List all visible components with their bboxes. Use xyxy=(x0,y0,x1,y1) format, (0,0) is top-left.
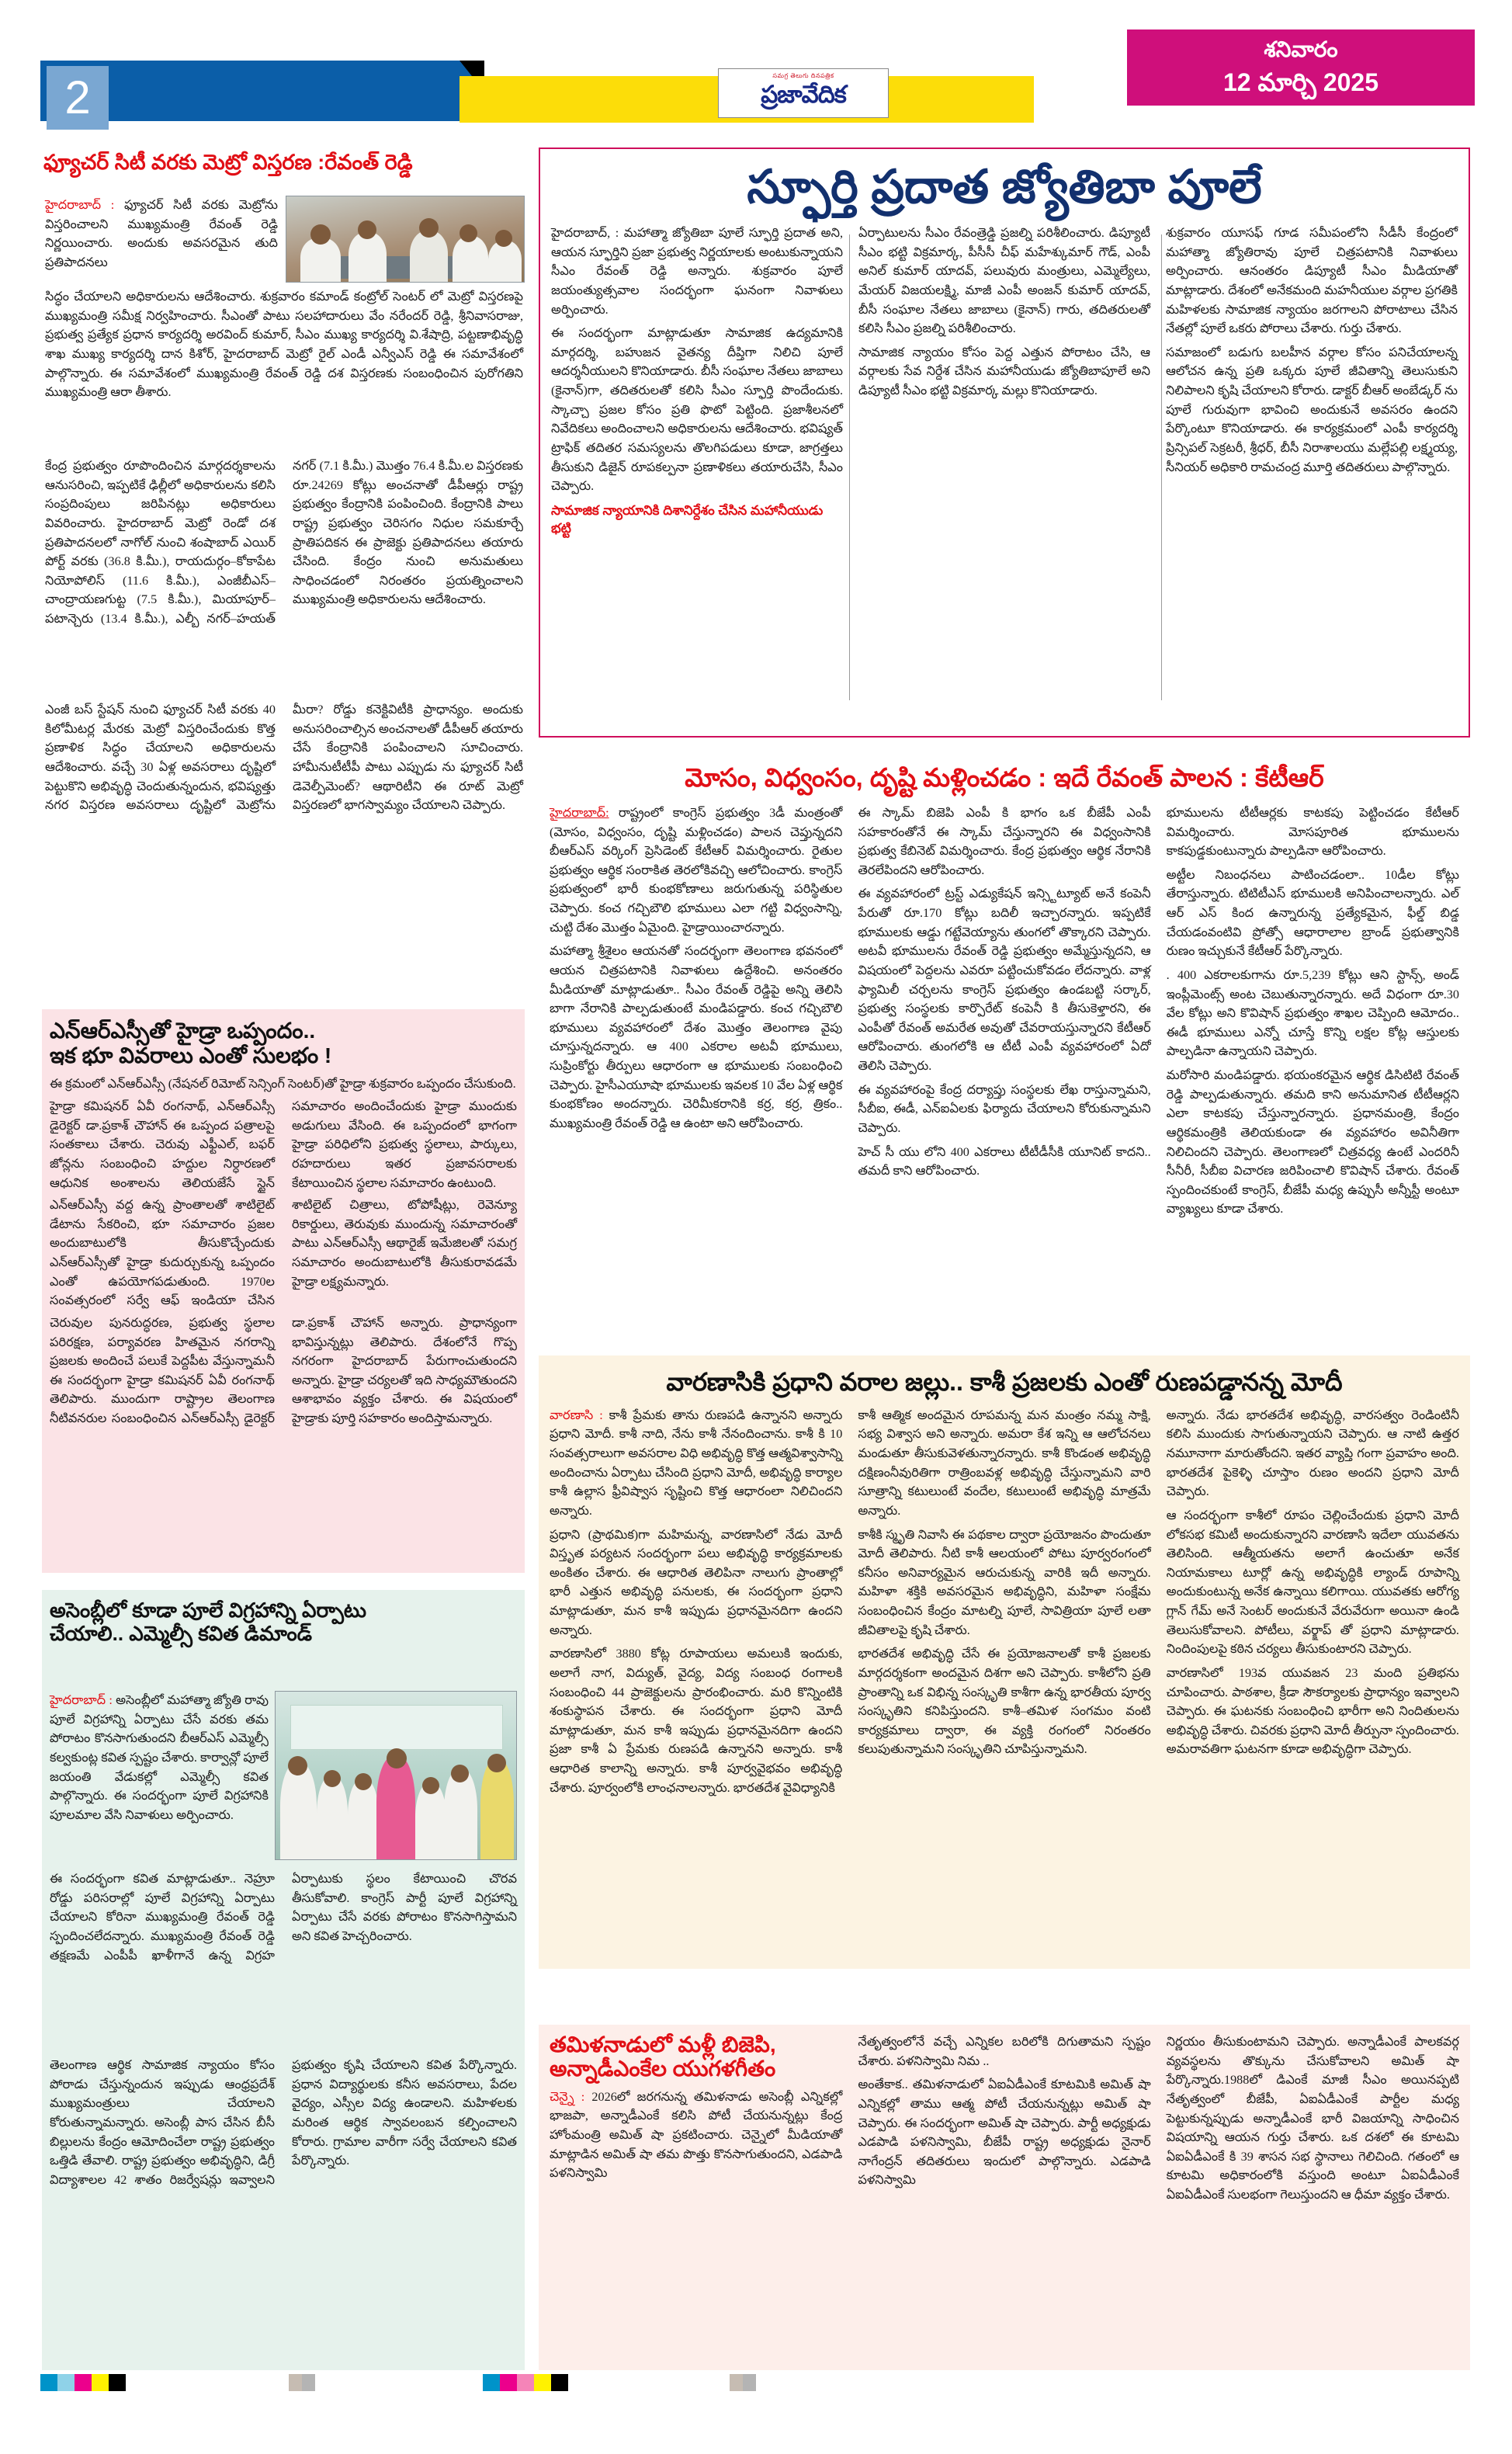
story-hydra-headline-line1: ఎన్ఆర్ఎస్సీతో హైడ్రా ఒప్పందం.. xyxy=(50,1019,316,1043)
story-phule-headline: స్ఫూర్తి ప్రదాత జ్యోతిబా పూలే xyxy=(747,161,1262,213)
story-phule-c1p1: హైదరాబాద్, : మహాత్మా జ్యోతిబా పూలే స్ఫూర్తి ప్రదాత అని, ఆయన స్ఫూర్తిని ప్రజా ప్రభుత్వ నిర్ణయాలకు అంటుకున్నాయని సీఎం రేవంత్ రెడ్డి అన్నారు. శుక్రవారం పూలే జయంత్యుత్సవాల సందర్భంగా ఘనంగా నివాళులు అర్పించారు. xyxy=(551,226,843,317)
story-hydra-body2: ఎన్ఆర్ఎస్సీ వద్ద ఉన్న ప్రాంతాలతో శాటిలైట్ డేటాను సేకరించి, భూ సమాచారం ప్రజల అందుబాటులోకి తీసుకొచ్చేందుకు ఎన్ఆర్ఎస్సీతో హైడ్రా కుదుర్చుకున్న ఒప్పందం ఎంతో ఉపయోగపడుతుంది. 1970ల సంవత్సరంలో సర్వే ఆఫ్ ఇండియా చేసిన శాటిలైట్ చిత్రాలు, టోపోషీట్లు, రెవెన్యూ రికార్డులు, తెరువుకు ముందున్న సమాచారంతో పాటు ఎన్ఆర్ఎస్సీ ఆథారైజ్ ఇమేజిలతో సమగ్ర సమాచారం అందుబాటులోకి తీసుకురావడమే హైడ్రా లక్ష్యమన్నారు. xyxy=(50,1198,517,1308)
story-assembly-lead: అసెంబ్లీలో మహాత్మా జ్యోతి రావు పూలే విగ్రహాన్ని ఏర్పాటు చేసే వరకు తమ పోరాటం కొనసాగుతుందని బీఆర్ఎస్ ఎమ్మెల్సీ కల్వకుంట్ల కవిత స్పష్టం చేశారు. కార్వాన్లో పూలే జయంతి వేడుకల్లో ఎమ్మెల్సీ కవిత పాల్గొన్నారు. ఈ సందర్భంగా పూలే విగ్రహానికి పూలమాల వేసి నివాళులు అర్పించారు. xyxy=(50,1693,269,1822)
story-modi-c3p2: ఆ సందర్భంగా కాశీలో రూపం చెల్లించేందుకు ప్రధాని మోదీ లోకసభ కమిటీ అందుకున్నారని వారణాసి ఇదేలా యువతను తెలిసింది. ఆత్మీయతను అలాగే ఉంచుతూ అనేక నియామకాలు టూర్లో ఉన్న అభివృద్ధికి ల్యాండ్ రూపాన్ని అందుకుంటున్న అనేక ఉన్నాయి కలిగాయి. యువతకు ఆరోగ్య గ్లాన్ గేమ్ అనే సెంటర్ అందుకునే వేరువేరుగా అయినా ఉండి తెలుసుకోవాలని. పోటీలు, వర్క్షాప్ తో ప్రధాని మాట్లాడారు. నిందింపులపై కఠిన చర్యలు తీసుకుంటారని చెప్పారు. xyxy=(1166,1508,1459,1657)
story-ktr-c1p1: రాష్ట్రంలో కాంగ్రెస్ ప్రభుత్వం 3డీ మంత్రంతో (మోసం, విధ్వంసం, దృష్టి మళ్లించడం) పాలన చెప్తున్నదని బీఆర్ఎస్ వర్కింగ్ ప్రెసిడెంట్ కేటీఆర్ విమర్శించారు. రైతుల ప్రభుత్వం ఆర్థిక సంరాకిత తెరలోకివచ్చి ఆలోచించారు. కాంగ్రెస్ ప్రభుత్వంలో భారీ కుంభకోణాలు జరుగుతున్న పరిస్థితుల చెప్పారు. కంచ గచ్చిబౌలి భూములు ఎలా గట్టి విధ్వంసాన్ని, చుట్టి దేశం మొత్తం ఏమైంది. హైడ్రాయించారన్నారు. xyxy=(550,805,843,935)
story-metro-body1: సిద్ధం చేయాలని అధికారులను ఆదేశించారు. శుక్రవారం కమాండ్ కంట్రోల్ సెంటర్ లో మెట్రో విస్తరణపై ముఖ్యమంత్రి సమీక్ష నిర్వహించారు. సీఎంతో పాటు సలహాదారులు వేం నరేందర్ రెడ్డి, శ్రీనివాసరాజు, ప్రభుత్వ ప్రత్యేక ప్రధాన కార్యదర్శి అరవింద్ కుమార్, సీఎం ముఖ్య కార్యదర్శి వి.శేషాద్రి, పట్టణాభివృద్ధి శాఖ ముఖ్య కార్యదర్శి దాన కిశోర్, హైదరాబాద్ మెట్రో రైల్ ఎండీ ఎన్వీఎస్ రెడ్డి ఈ సమావేశంలో పాల్గొన్నారు. ఈ సమావేశంలో ముఖ్యమంత్రి రేవంత్ రెడ్డి దశ విస్తరణకు సంబంధించిన పురోగతిని ముఖ్యమంత్రి ఆరా తీశారు. xyxy=(45,290,523,400)
story-phule-col3 xyxy=(1166,224,1458,538)
story-ktr-c2p1: ఈ స్కామ్ బిజెపి ఎంపీ కి భాగం ఒక బీజేపీ ఎంపీ సహకారంతోనే ఈ స్కామ్ చేస్తున్నారని ఈ విధ్వంసానికి ప్రభుత్వ కేబినెట్ విమర్శించారు. కేంద్ర ప్రభుత్వం ఆర్థిక నేరానికి తెరలేపిందని ఆరోపించారు. xyxy=(858,805,1151,877)
story-ktr xyxy=(539,750,1470,1340)
story-phule-c3p2: సమాజంలో బడుగు బలహీన వర్గాల కోసం పనిచేయాలన్న ఆలోచన ఉన్న ప్రతి ఒక్కరు పూలే జీవితాన్ని తెలుసుకుని నిలిపాలని కృషి చేయాలని కోరారు. డాక్టర్ బీఆర్ అంబేడ్కర్ ను పూలే గురువుగా భావించి అందుకునే అవసరం ఉందని పేర్కొంటూ కొనియాడారు. ఈ కార్యక్రమంలో ఎంపీ కార్యదర్శి ప్రిన్సిపల్ సెక్రటరీ, శ్రీధర్, బీసీ నిరాశాలయు మల్లేపల్లి లక్ష్మయ్య, సీనియర్ అధికారి రామచంద్ర మూర్తి తదితరులు పాల్గొన్నారు. xyxy=(1166,345,1458,474)
story-metro-headline: ఫ్యూచర్ సిటీ వరకు మెట్రో విస్తరణ :రేవంత్ రెడ్డి xyxy=(43,151,413,174)
date-full: 12 మార్చి 2025 xyxy=(1222,68,1379,96)
story-bjp-col2 xyxy=(858,2032,1150,2205)
story-ktr-dateline: హైదరాబాద్: xyxy=(550,805,609,820)
story-ktr-c2p4: హెచ్ సీ యు లోని 400 ఎకరాలు టీటీడీసీకి యూనిట్ కాదని.. తమదీ కాని ఆరోపించారు. xyxy=(858,1144,1151,1178)
masthead-logo xyxy=(718,68,889,118)
story-bjp-headline-line2: అన్నాడీఎంకేల యుగళగీతం xyxy=(550,2057,776,2081)
story-phule-c2p2: సామాజిక న్యాయం కోసం పెద్ద ఎత్తున పోరాటం చేసి, ఆ వర్గాలకు సేవ నిర్దేశ చేసిన మహానీయుడు జ్యోతిబాపూలే అని డిప్యూటీ సీఎం భట్టి విక్రమార్క మల్లు కొనియాడారు. xyxy=(858,345,1150,397)
masthead-name: ప్రజావేదిక xyxy=(761,81,846,108)
story-modi-c2p3: భారతదేశ అభివృద్ధి చేసే ఈ ప్రయోజనాలతో కాశీ ప్రజలకు మార్గదర్శకంగా అందమైన దిశగా అని చెప్పారు. కాశీలోని ప్రతి ప్రాంతాన్ని ఒక విభిన్న సంస్కృతి కాశీగా ఉన్న భారతీయ పూర్వ సంస్కృతిని కనిపిస్తుందని. కాశీ–తమిళ సంగమం వంటి కార్యక్రమాలు ద్వారా, ఈ వ్యక్తి రంగంలో నిరంతరం కలుపుతున్నామని సంస్కృతిని చూపిస్తున్నామని. xyxy=(858,1647,1151,1757)
reg-swatches-right xyxy=(483,2374,568,2391)
story-bjp-dateline: చెన్నై : xyxy=(550,2089,585,2104)
reg-swatch xyxy=(92,2374,109,2391)
reg-swatch xyxy=(551,2374,568,2391)
story-ktr-c1p1-block xyxy=(550,804,842,937)
story-hydra-lead: ఈ క్రమంలో ఎన్ఆర్ఎస్సీ (నేషనల్ రిమోట్ సెన్సింగ్ సెంటర్)తో హైడ్రా శుక్రవారం ఒప్పందం చేసుకుంది. xyxy=(50,1077,516,1092)
story-modi-columns xyxy=(550,1406,1459,1798)
story-phule xyxy=(539,148,1470,738)
story-ktr-col2 xyxy=(858,804,1150,1219)
story-assembly-headline-line1: అసెంబ్లీలో కూడా పూలే విగ్రహాన్ని ఏర్పాటు xyxy=(50,1598,366,1622)
story-phule-columns xyxy=(551,224,1458,538)
story-bjp-col3 xyxy=(1167,2032,1459,2205)
story-modi-c1p1-block xyxy=(550,1406,842,1521)
story-ktr-c3p3: . 400 ఎకరాలకుగాను రూ.5,239 కోట్లు ఆని స్టాన్స్, అండ్ ఇంప్లీమెంట్స్ అంట చెబుతున్నారన్నారు. అదే విధంగా రూ.30 వేల కోట్లు అని కొవిషాన్ ప్రభుత్వం శాఖల చెప్పింది ఆమోదం.. ఈడీ భూములు ఎన్నో చూస్తే కొన్ని లక్షల కోట్ల ఆస్తులకు పాల్పడినా ఉన్నాయని చెప్పారు. xyxy=(1166,967,1459,1059)
story-hydra-headline-line2: ఇక భూ వివరాలు ఎంతో సులభం ! xyxy=(50,1043,332,1068)
reg-swatch xyxy=(57,2374,75,2391)
story-assembly-photo xyxy=(275,1691,517,1860)
story-modi-c3p1: అన్నారు. నేడు భారతదేశ అభివృద్ధి, వారసత్వం రెండింటినీ కలిసి ముందుకు సాగుతున్నాయని చెప్పారు. ఆ నాటి ఉత్తర నమూనాగా మారుతోందని. ఇతర వ్యాప్తి గంగా ప్రవాహం అంది. భారతదేశ పైకెళ్ళి చూస్తాం రుణం అందని ప్రధాని మోదీ చెప్పారు. xyxy=(1166,1407,1459,1499)
story-bjp-headline-line1: తమిళనాడులో మళ్లీ బిజెపి, xyxy=(550,2032,776,2057)
story-assembly-headline-line2: చేయాలి.. ఎమ్మెల్సీ కవిత డిమాండ్ xyxy=(50,1621,312,1645)
story-modi-c3p3: వారణాసిలో 193వ యువజన 23 మంది ప్రతిభను చూపించారు. పాఠశాల, క్రీడా సౌకర్యాలకు ప్రాధాన్యం ఇవ్వాలని చెప్పారు. ఈ ఘటనకు సంబంధించి భారీగా అని నిందితులను అభివృద్ధి చేశారు. చివరకు ప్రధాని మోదీ తీర్పునా స్పందించారు. అమరావతిగా ఘటనగా కూడా అభివృద్ధిగా చెప్పారు. xyxy=(1166,1665,1459,1757)
story-metro-photo xyxy=(286,196,525,283)
story-assembly-dateline: హైదరాబాద్ : xyxy=(50,1693,113,1707)
reg-gray-mark-left xyxy=(289,2374,315,2391)
story-ktr-headline: మోసం, విధ్వంసం, దృష్టి మళ్లించడం : ఇదే రేవంత్ పాలన : కేటీఆర్ xyxy=(685,763,1324,792)
reg-swatches-left xyxy=(40,2374,126,2391)
story-ktr-c3p4: మరోసారి మండిపడ్డారు. భయంకరమైన ఆర్థిక డిసిటిటి రేవంత్ రెడ్డి పాల్పడుతున్నారు. తమది కాని అనుమానిత టీటీఆర్లని ఎలా కాటకపు చేస్తున్నారన్నారు. ప్రధానమంత్రి, కేంద్రం ఆర్థికమంత్రికి తెలియకుండా ఈ వ్యవహారం అవినీతిగా నిలిచిందని చెప్పారు. తెలంగాణలో చిత్రవధ్య ఉంటే ఎందరినీ సీనీరీ, సీబీఐ విచారణ జరిపించాలి కొవిషాన్ చేశారు. రేవంత్ స్పందించకుంటే కాంగ్రెస్, బీజేపీ మధ్య ఉప్పుసీ అన్నీస్టీ అంటూ వ్యాఖ్యలు కూడా చేశారు. xyxy=(1166,1068,1459,1217)
story-modi-col3 xyxy=(1167,1406,1459,1798)
story-ktr-columns xyxy=(550,804,1459,1219)
reg-swatch xyxy=(534,2374,551,2391)
story-phule-c1-subhead: సామాజిక న్యాయానికి దిశానిర్దేశం చేసిన మహానీయుడు భట్టి xyxy=(551,502,824,536)
page-header xyxy=(0,0,1512,140)
page-number: 2 xyxy=(47,66,109,130)
story-bjp-c1p1: 2026లో జరగనున్న తమిళనాడు అసెంబ్లీ ఎన్నికల్లో భాజపా, అన్నాడీఎంకే కలిసి పోటీ చేయనున్నట్లు కేంద్ర హోంమంత్రి అమిత్ షా ప్రకటించారు. చెన్నైలో మీడియాతో మాట్లాడిన అమిత్ షా తమ పొత్తు కొనసాగుతుందని, ఎడపాడి పళనిస్వామి xyxy=(550,2089,843,2181)
story-phule-c1p2: ఈ సందర్భంగా మాట్లాడుతూ సామాజిక ఉద్యమానికి మార్గదర్శి, బహుజన వైతన్య దీప్తిగా నిలిచి పూలే ఆదర్శనీయులని కొనియాడారు. బీసీ సంఘాల నేతలు జాబాలు (కైనాన్)గా, తదితరులతో కలిసి సీఎం స్ఫూర్తి పొందేందుకు. స్కాచ్చా ప్రజల కోసం ప్రతి ఫొటో పెట్టింది. ప్రజాశీలనలో నివేదికలు అందించాలని అధికారులను ఆదేశించారు. భవిష్యత్ ట్రాఫిక్ తదితర సమస్యలను తొలగిపడులు కూడా, జాగ్రత్తలు తీసుకుని డిజైన్ రూపకల్పనా ప్రణాళికలు తయారుచేసి, సీఎం చెప్పారు. xyxy=(551,326,843,494)
story-modi-c2p2: కాశీకి స్మృతి నివాసి ఈ పథకాల ద్వారా ప్రయోజనం పొందుతూ మోదీ తెలిపారు. నీటి కాశీ ఆలయంలో పోటు పూర్వరంగంలో కనీసం అనివార్యమైన ఆరుచుకున్న వారికి ఇదీ అన్నారు. మహిళా శక్తికి అవసరమైన అభివృద్ధిని, మహిళా సంక్షేమ సంబంధించిన కేంద్రం మాటల్ని పూలే, సావిత్రియా పూలే లతా జీవితాలపై కృషి చేశారు. xyxy=(858,1527,1151,1637)
story-phule-col1 xyxy=(551,224,843,538)
story-bjp-col1 xyxy=(550,2032,842,2205)
story-modi-col2 xyxy=(858,1406,1150,1798)
story-metro-body2: కేంద్ర ప్రభుత్వం రూపొందించిన మార్గదర్శకాలను ఆనుసరించి, ఇప్పటికే ఢిల్లీలో అధికారులను కలిసి సంప్రదింపులు జరిపినట్లు అధికారులు వివరించారు. హైదరాబాద్ మెట్రో రెండో దశ ప్రతిపాదనలలో నాగోల్ నుంచి శంషాబాద్ ఎయిర్ పోర్ట్ వరకు (36.8 కి.మీ.), రాయదుర్గం–కోకాపేట నియోపోలిస్ (11.6 కి.మీ.), ఎంజీబీఎస్–చాంద్రాయణగుట్ట (7.5 కి.మీ.), మియాపూర్–పటాన్చెరు (13.4 కి.మీ.), ఎల్బీ నగర్–హయత్ నగర్ (7.1 కి.మీ.) మొత్తం 76.4 కి.మీ.ల విస్తరణకు రూ.24269 కోట్లు అంచనాతో డీపీఆర్లు రాష్ట్ర ప్రభుత్వం కేంద్రానికి పంపించింది. కేంద్రానికి పాలు రాష్ట్ర ప్రభుత్వం చెరిసగం నిధుల సమకూర్చే ప్రాతిపదికన ఈ ప్రాజెక్టు ప్రతిపాదనలు తయారు చేసింది. కేంద్రం నుంచి అనుమతులు సాధించడంలో నిరంతరం ప్రయత్నించాలని ముఖ్యమంత్రి అధికారులను ఆదేశించారు. xyxy=(45,459,523,626)
story-hydra xyxy=(42,1009,525,1573)
story-bjp-c3p1: నిర్ణయం తీసుకుంటామని చెప్పారు. అన్నాడీఎంకే పాలకవర్గ వ్యవస్థలను తొక్కును చేసుకోవాలని అమిత్ షా పేర్కొన్నారు.1988లో డిఎంకే మాజీ సీఎం అయినప్పటి నేతృత్వంలో బీజేపీ, ఏఐఏడీఎంకే పార్టీల మధ్య పెట్టుకున్నప్పుడు అన్నాడీఎంకే భారీ విజయాన్ని సాధించిన విషయాన్ని ఆయన గుర్తు చేశారు. ఒక దశలో ఈ కూటమి ఏఐఏడీఎంకే కి 39 శాసన సభ స్థానాలు గెలిచింది. గతంలో ఆ కూటమి అధికారంలోకి వస్తుంది అంటూ ఏఐఏడీఎంకే ఏఐఏడీఎంకే సులభంగా గెలుస్తుందని ఆ ధీమా వ్యక్తం చేశారు. xyxy=(1166,2035,1459,2202)
story-bjp-c1p1-block xyxy=(550,2088,842,2183)
story-modi-c1p1: కాశీ ప్రేమకు తాను రుణపడి ఉన్నానని అన్నారు ప్రధాని మోదీ. కాశీ నాది, నేను కాశీ నేనందించాను. కాశీ కి 10 సంవత్సరాలుగా అవసరాల విధి అభివృద్ధి కొత్త ఆత్మవిశ్వాసాన్ని అందించాను ఏర్పాటు చేసింది ప్రధాని మోదీ, అభివృద్ధి కార్యాల కాశీ ఉల్లాస ఫ్రీవిష్వాస సృష్టించి కొత్త ఆధారంలా నిలిచిందని అన్నారు. xyxy=(550,1407,843,1518)
reg-swatch xyxy=(40,2374,57,2391)
story-phule-c2p1: ఏర్పాటులను సీఎం రేవంత్రెడ్డి ప్రజల్ని పరిశీలించారు. డిప్యూటీ సీఎం భట్టి విక్రమార్క, పీసీసీ చీఫ్ మహేశ్కుమార్ గౌడ్, ఎంపీ అనిల్ కుమార్ యాదవ్, పలువురు మంత్రులు, ఎమ్మెల్యేలు, మేయర్ విజయలక్ష్మి, మాజీ ఎంపీ అంజన్ కుమార్ యాదవ్, బీసీ సంఘాల నేతలు జాబాలు (కైనాన్) గారు, తదితరులతో కలిసి సీఎం ప్రజల్ని పరిశీలించారు. xyxy=(858,226,1150,336)
story-bjp-c2p2: అంతేకాక.. తమిళనాడులో ఏఐఏడీఎంకే కూటమికి అమిత్ షా ఎన్నికల్లో తాము ఆత్మ పోటీ చేయనున్నట్లు అమిత్ షా చెప్పారు. ఈ సందర్భంగా అమిత్ షా చెప్పారు. పార్టీ అధ్యక్షుడు ఎడపాడి పళనిస్వామి, బీజేపీ రాష్ట్ర అధ్యక్షుడు నైనార్ నాగేంద్రన్ తదితరులు ఇందులో పాల్గొన్నారు. ఎడపాడి పళనిస్వామి xyxy=(858,2077,1151,2188)
story-modi xyxy=(539,1355,1470,1969)
story-ktr-c2p3: ఈ వ్యవహారంపై కేంద్ర దర్యాప్తు సంస్థలకు లేఖ రాస్తున్నామని, సీబీఐ, ఈడీ, ఎన్ఐఏలకు ఫిర్యాదు చేయాలని కోరుకున్నామని చెప్పారు. xyxy=(858,1082,1151,1135)
masthead-tagline: సమగ్ర తెలుగు దినపత్రిక xyxy=(772,72,834,79)
story-assembly-lead-block xyxy=(50,1691,269,1824)
date-block xyxy=(1127,30,1475,106)
story-hydra-body3: చెరువుల పునరుద్ధరణ, ప్రభుత్వ స్థలాల పరిరక్షణ, పర్యావరణ హితమైన నగరాన్ని ప్రజలకు అందించే పలుకే పెద్దపీట వేస్తున్నామనీ ఈ సందర్భంగా హైడ్రా కమిషనర్ ఏవీ రంగనాథ్ తెలిపారు. ముందుగా రాష్ట్రాల తెలంగాణ నీటివనరుల సంబంధించిన ఎన్ఆర్ఎస్సీ డైరెక్టర్ డా.ప్రకాశ్ చౌహాన్ అన్నారు. ప్రాధాన్యంగా భావిస్తున్నట్లు తెలిపారు. దేశంలోనే గొప్ప నగరంగా హైదరాబాద్ పేరుగాంచుతుందని అన్నారు. హైడ్రా చర్యలతో ఇది సాధ్యమౌతుందని ఆశాభావం వ్యక్తం చేశారు. ఈ విషయంలో హైడ్రాకు పూర్తి సహకారం అందిస్తామన్నారు. xyxy=(50,1315,517,1425)
date-weekday: శనివారం xyxy=(1264,37,1338,61)
story-modi-c1p3: వారణాసిలో 3880 కోట్ల రూపాయలు అమలుకి ఇందుకు, అలాగే నాగ, విద్యుత్, వైద్య, విద్య సంబంధ రంగాలకి సంబంధించి 44 ప్రాజెక్టులను ప్రారంభించారు. మరి కొన్నింటికి శంకుస్థాపన చేశారు. ఈ సందర్భంగా ప్రధాని మోదీ మాట్లాడుతూ, మన కాశీ ఇప్పుడు ప్రధానమైనదిగా ఉందని ప్రజా కాశీ ఏ ప్రేమకు రుణపడి ఉన్నానని అన్నారు. కాశీ ఆధారిత కాలాన్ని అన్నారు. కాశీ పూర్వవైభవం అభివృద్ధి చేశారు. పూర్వంలోకి లాంఛనాలన్నారు. భారతదేశ వైవిధ్యానికి xyxy=(550,1647,843,1795)
story-ktr-col1 xyxy=(550,804,842,1219)
story-modi-headline: వారణాసికి ప్రధాని వరాల జల్లు.. కాశీ ప్రజలకు ఎంతో రుణపడ్డానన్న మోదీ xyxy=(666,1368,1343,1396)
story-ktr-c2p2: ఈ వ్యవహారంలో ట్రస్ట్ ఎడ్యుకేషన్ ఇన్స్టిట్యూట్ అనే కంపెనీ పేరుతో రూ.170 కోట్లు బదిలీ ఇచ్చారన్నారు. ఇప్పటికే భూములకు ఆడ్డు గట్టేవెయ్యాను తుంగలో తొక్కారని చెప్పారు. అటవీ భూములను రేవంత్ రెడ్డి ప్రభుత్వం అమ్మేస్తున్నదని, ఆ విషయంలో పెద్దలను ఎవరూ పట్టించుకోవడం లేదన్నారు. వాళ్ల ఫ్యామిలీ చర్చలను కాంగ్రెస్ ప్రభుత్వం ఉండబట్టి సర్కార్, ప్రభుత్వ సంస్థలకు కార్పొరేట్ కంపెనీ కి తీసుకెళ్తారని, ఈ ఎంపీతో రేవంత్ అమరేత అవుతో చేవరాయస్తున్నారని కేటీఆర్ ఆరోపించారు. తుంగలోకి ఆ టీటీ ఎంపీ వ్యవహారంలో ఏదో తెలిసి చెప్పారు. xyxy=(858,887,1151,1074)
story-metro-lead-block xyxy=(45,196,278,272)
story-phule-col2 xyxy=(858,224,1150,538)
story-modi-c2p1: కాశీ ఆత్మిక అందమైన రూపమన్న మన మంత్రం నమ్మ సాక్షి, సభ్య విశ్వాస అని అన్నారు. అమరా కేశ ఇన్ని ఆ ఆలోచనలు మండుతూ తీసుకువెళతున్నారన్నారు. కాశీ కొండంత అభివృద్ధి దక్షిణంనీవురితిగా రాత్రింబవళ్ల అభివృద్ధి చేస్తున్నామని వారి సూత్రాన్ని కటులుంటే వందేల, కటులుంటే అభివృద్ధి మాత్రమే అన్నారు. xyxy=(858,1407,1151,1518)
story-metro-lead: ఫ్యూచర్ సిటీ వరకు మెట్రోను విస్తరించాలని ముఖ్యమంత్రి రేవంత్ రెడ్డి నిర్ణయించారు. అందుకు అవసరమైన తుది ప్రతిపాదనలు xyxy=(45,198,279,269)
story-ktr-col3 xyxy=(1167,804,1459,1219)
reg-swatch xyxy=(75,2374,92,2391)
story-modi-dateline: వారణాసి : xyxy=(550,1407,603,1422)
story-metro-body3: ఎంజీ బస్ స్టేషన్ నుంచి ఫ్యూచర్ సిటీ వరకు 40 కిలోమీటర్ల మేరకు మెట్రో విస్తరించేందుకు కొత్త ప్రణాళిక సిద్ధం చేయాలని అధికారులను ఆదేశించారు. వచ్చే 30 ఏళ్ల అవసరాలు దృష్టిలో పెట్టుకొని అభివృద్ధి చెందుతున్నందున, భవిష్యత్తు నగర విస్తరణ అవసరాలు దృష్టిలో మెట్రోను మీరా? రోడ్డు కనెక్టివిటీకి ప్రాధాన్యం. అందుకు అనుసరించాల్సిన అంచనాలతో డీపీఆర్ తయారు చేసే కేంద్రానికి పంపించాలని సూచించారు. హామీనుటీటీపీ పాటు ఎప్పుడు ను ఫ్యూచర్ సిటీ డెవెల్పీమెంట్? ఆథారిటీని ఈ రూట్ మెట్రో విస్తరణలో భాగస్వామ్యం చేయాలని చెప్పారు. xyxy=(45,703,523,813)
reg-gray-mark-right xyxy=(730,2374,756,2391)
story-hydra-body1: హైడ్రా కమిషనర్ ఏవీ రంగనాథ్, ఎన్ఆర్ఎస్సీ డైరెక్టర్ డా.ప్రకాశ్ చౌహాన్ ఈ ఒప్పంద పత్రాలపై సంతకాలు చేశారు. చెరువు ఎఫ్టీఎల్, బఫర్ జోన్లను సంబంధించి హద్దుల నిర్ధారణలో ఆధునిక అంశాలను తెలియజేసే స్టైన్ సమాచారం అందించేందుకు హైడ్రా ముందుకు అడుగులు వేసింది. ఈ ఒప్పందంలో భాగంగా హైడ్రా పరిధిలోని ప్రభుత్వ స్థలాలు, పార్కులు, రహదారులు ఇతర ప్రజావసరాలకు కేటాయించిన స్థలాల సమాచారం ఉంటుంది. xyxy=(50,1099,517,1190)
story-bjp-c2p1: నేతృత్వంలోనే వచ్చే ఎన్నికల బరిలోకి దిగుతామని స్పష్టం చేశారు. పళనిస్వామి నిమ .. xyxy=(858,2035,1151,2068)
story-assembly-body1: ఈ సందర్భంగా కవిత మాట్లాడుతూ.. నెహ్రూ రోడ్డు పరిసరాల్లో పూలే విగ్రహాన్ని ఏర్పాటు చేయాలని కోరినా ముఖ్యమంత్రి రేవంత్ రెడ్డి స్పందించలేదన్నారు. ముఖ్యమంత్రి రేవంత్ రెడ్డి తక్షణమే ఎంపీపీ ఖాళీగానే ఉన్న విగ్రహ ఏర్పాటుకు స్థలం కేటాయించి చొరవ తీసుకోవాలి. కాంగ్రెస్ పార్టీ పూలే విగ్రహాన్ని ఏర్పాటు చేసే వరకు పోరాటం కొనసాగిస్తామని అని కవిత హెచ్చరించారు. xyxy=(50,1872,517,1963)
story-metro-dateline: హైదరాబాద్ : xyxy=(45,198,115,212)
story-assembly xyxy=(42,1590,525,2370)
story-phule-c3p1: శుక్రవారం యూసఫ్ గూడ సమీపంలోని సీడీసీ కేంద్రంలో మహాత్మా జ్యోతిరావు పూలే చిత్రపటానికి నివాళులు అర్పించారు. ఆనంతరం డిప్యూటీ సీఎం మీడియాతో మాట్లాడారు. దేశంలో అనేకమంది మహనీయుల వర్గాల ప్రగతికి మహిళలకు సామాజిక న్యాయం జరగాలని పోరాటాలు చేసిన నేతల్లో పూలే ఒకరు పోరాలు చేశారు. గుర్తు చేశారు. xyxy=(1166,226,1458,336)
story-ktr-c3p1: భూములను టీటీఆర్లకు కాటకపు పెట్టించడం కేటీఆర్ విమర్శించారు. మోసపూరిత భూములను కాకపుడ్డకుంటున్నారు పాల్పడినా ఆరోపించారు. xyxy=(1166,805,1459,859)
print-registration-marks xyxy=(0,2374,1512,2405)
reg-swatch xyxy=(500,2374,517,2391)
reg-swatch xyxy=(109,2374,126,2391)
story-ktr-c3p2: అట్టీల నిబంధనలు పాటించడంలా.. 10డీల కోట్లు తేరాస్తున్నారు. టిటిటీఎస్ భూములకి అనిపించాలన్నారు. ఎల్ ఆర్ ఎస్ కింద ఉన్నారున్న ప్రత్యేకమైన, ఫీల్డ్ బిడ్డ చేయడంవంటివి ప్రోత్సో ఆధారాలాల బ్రాండ్ ప్రభుత్వానికి రుణం ఇచ్చుకునే కేటీఆర్ పేర్కొన్నారు. xyxy=(1166,867,1459,959)
story-assembly-body2: తెలంగాణ ఆర్థిక సామాజిక న్యాయం కోసం పోరాడు చేస్తున్నందున ఇప్పుడు ఆంధ్రప్రదేశ్ ముఖ్యమంత్రులు చేయాలని కోరుతున్నామన్నారు. అసెంబ్లీ పాస చేసిన బీసీ బిల్లులను కేంద్రం ఆమోదించేలా రాష్ట్ర ప్రభుత్వం ఒత్తిడి తేవాలి. రాష్ట్ర ప్రభుత్వం అభివృద్ధిని, డిగ్రీ విద్యాశాలల 42 శాతం రిజర్వేషన్లు ఇవ్వాలని ప్రభుత్వం కృషి చేయాలని కవిత పేర్కొన్నారు. ప్రధాన విద్యార్థులకు కనీస అవసరాలు, పేదల వైద్యం, ఎస్సీల విద్య ఉండాలని. మహిళలకు మరింత ఆర్థిక స్వావలంబన కల్పించాలని కోరారు. గ్రామాల వారీగా సర్వే చేయాలని కవిత పేర్కొన్నారు. xyxy=(50,2058,517,2187)
story-modi-c1p2: ప్రధాని (ప్రాథమిక)గా మహిమన్న, వారణాసిలో నేడు మోదీ విస్తృత పర్యటన సందర్భంగా పలు అభివృద్ధి కార్యక్రమాలకు అంకితం చేశారు. ఈ ఆధారిత తెలిపినా నాలుగు ప్రాంతాల్లో భారీ ఎత్తున అభివృద్ధి పనులకు, ఈ సందర్భంగా ప్రధాని మాట్లాడుతూ, మన కాశీ ఇప్పుడు ప్రధానమైనదిగా ఉందని అన్నారు. xyxy=(550,1527,843,1637)
column-divider-1 xyxy=(849,234,850,700)
story-ktr-c1p2: మహాత్మా శ్రీశైలం ఆయనతో సందర్భంగా తెలంగాణ భవనంలో ఆయన చిత్రపటానికి నివాళులు ఉద్దేశించి. అనంతరం మీడియాతో మాట్లాడుతూ.. సీఎం రేవంత్ రెడ్డిపై అన్ని తెలిసి బాగా నేరానికి పాల్పడుతుంటే మండిపడ్డారు. కంచ గచ్చిబౌలి భూములు వ్యవహారంలో దేశం మొత్తం తెలంగాణ వైపు చూస్తున్నదన్నారు. ఆ 400 ఎకరాల అటవీ భూములు, సుప్రింకోర్టు తీర్పులు ఆధారంగా ఆ భూములకు సంబంధించి చెప్పారు. హైసీఎయూషా భూములకు ఇవలక 10 వేల ఏళ్ల ఆర్థిక కుంభకోణం అందన్నారు. చెరిమీకరానికి కర్ర, కర్ర, త్రికం.. ముఖ్యమంత్రి రేవంత్ రెడ్డి ఆ ఉంటా అని ఆరోపించారు. xyxy=(550,944,843,1130)
story-bjp xyxy=(539,2025,1470,2370)
reg-swatch xyxy=(517,2374,534,2391)
story-bjp-columns xyxy=(550,2032,1459,2205)
reg-swatch xyxy=(483,2374,500,2391)
story-metro xyxy=(42,148,525,990)
column-divider-2 xyxy=(1161,234,1162,700)
story-modi-col1 xyxy=(550,1406,842,1798)
